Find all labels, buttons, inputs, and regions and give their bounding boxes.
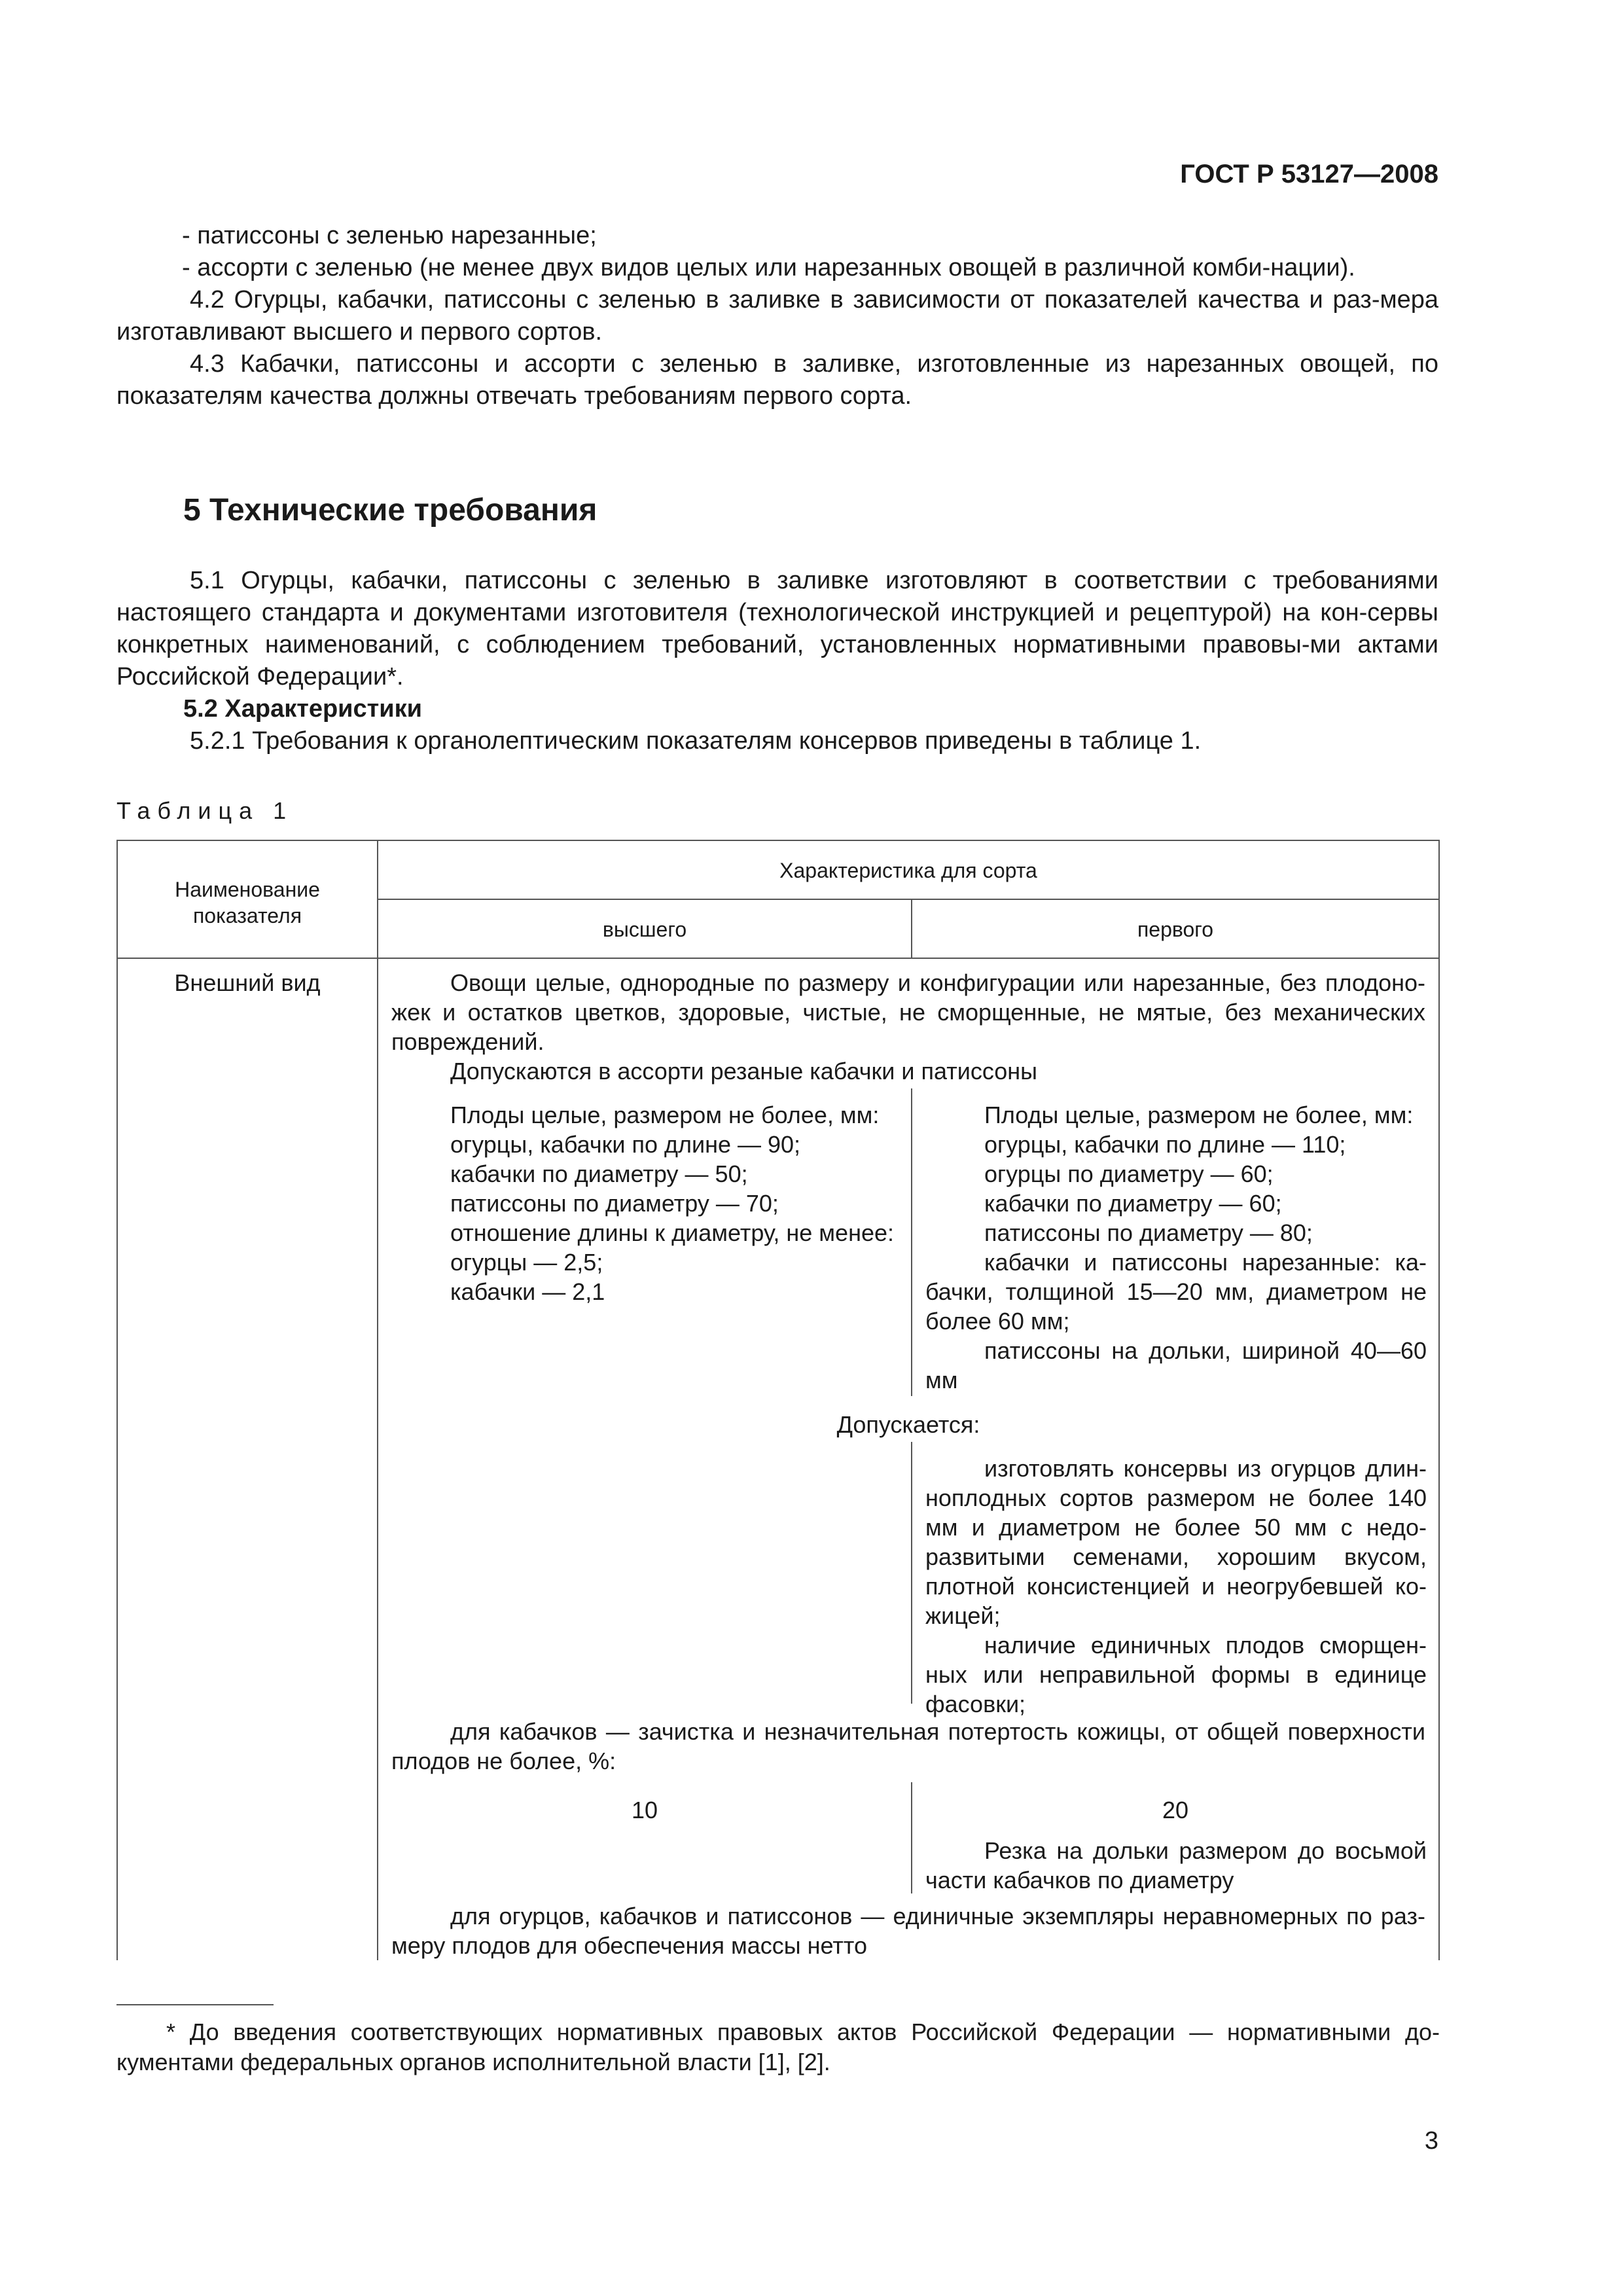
list-item: патиссоны по диаметру — 80; — [984, 1219, 1313, 1246]
list-item: огурцы — 2,5; — [450, 1249, 603, 1276]
list-item: Плоды целые, размером не более, мм: — [984, 1102, 1414, 1128]
row-label: Внешний вид — [174, 969, 321, 996]
paragraph-4-3: 4.3 Кабачки, патиссоны и ассорти с зеленью в заливке, изготовленные из нарезанных овощей, по показателям качества должны отвечать требованиям первого сорта. — [116, 350, 1438, 410]
header-high-grade: высшего — [602, 918, 687, 941]
list-item: изготовлять консервы из огурцов длин-ноплодных сортов размером не более 140 мм и диаметром не более 50 мм с недо-развитыми семенами, хорошим вкусом, плотной консистенцией и неогрубевшей ко-жицей; — [925, 1455, 1427, 1629]
list-item: отношение длины к диаметру, не менее: — [450, 1219, 894, 1246]
header-first-grade: первого — [1137, 918, 1214, 941]
paragraph-5-1: 5.1 Огурцы, кабачки, патиссоны с зеленью в заливке изготовляют в соответствии с требованиями настоящего стандарта и документами изготовителя (технологической инструкцией и рецептурой) на кон-сервы конкретных наименований, с соблюдением требований, установленных нормативными правовы-ми актами Российской Федерации*. — [116, 567, 1438, 691]
common-text: для огурцов, кабачков и патиссонов — единичные экземпляры неравномерных по раз-меру плодов для обеспечения массы нетто — [391, 1903, 1425, 1959]
header-indicator: Наименование показателя — [175, 878, 320, 927]
list-item: кабачки по диаметру — 60; — [984, 1190, 1282, 1217]
paragraph-4-2: 4.2 Огурцы, кабачки, патиссоны с зеленью в заливке в зависимости от показателей качества и раз-мера изготавливают высшего и первого сортов. — [116, 286, 1438, 346]
section-title: 5 Технические требования — [183, 493, 597, 528]
table-1 — [116, 840, 1440, 1960]
list-item: кабачки — 2,1 — [450, 1278, 605, 1305]
footnote-divider — [116, 2004, 274, 2005]
list-item: патиссоны на дольки, шириной 40—60 мм — [925, 1337, 1427, 1393]
page-number: 3 — [1424, 2127, 1438, 2155]
table-caption: Таблица 1 — [116, 797, 294, 824]
list-item: огурцы, кабачки по длине — 90; — [450, 1131, 801, 1158]
first-grade-allowances — [925, 1454, 1427, 1719]
list-item: Плоды целые, размером не более, мм: — [450, 1102, 880, 1128]
allowed-label: Допускается: — [836, 1411, 980, 1438]
high-grade-percent: 10 — [631, 1797, 658, 1823]
header-characteristic: Характеристика для сорта — [779, 859, 1037, 882]
high-grade-list — [450, 1100, 902, 1306]
paragraph-5-2-1: 5.2.1 Требования к органолептическим показателям консервов приведены в таблице 1. — [190, 727, 1202, 755]
common-text: Овощи целые, однородные по размеру и конфигурации или нарезанные, без плодоно-жек и остатков цветков, здоровые, чистые, не сморщенные, не мятые, без механических повреждений. — [391, 969, 1425, 1055]
list-item: огурцы по диаметру — 60; — [984, 1160, 1274, 1187]
document-code: ГОСТ Р 53127—2008 — [1180, 160, 1438, 188]
first-grade-list — [925, 1100, 1427, 1395]
list-item: огурцы, кабачки по длине — 110; — [984, 1131, 1346, 1158]
list-item: кабачки по диаметру — 50; — [450, 1160, 748, 1187]
list-item: - патиссоны с зеленью нарезанные; — [182, 222, 597, 249]
subsection-title: 5.2 Характеристики — [183, 695, 423, 723]
common-text: для кабачков — зачистка и незначительная потертость кожицы, от общей поверхности плодов не более, %: — [391, 1718, 1425, 1774]
list-item: наличие единичных плодов сморщен-ных или неправильной формы в единице фасовки; — [925, 1632, 1427, 1717]
list-item: патиссоны по диаметру — 70; — [450, 1190, 779, 1217]
section-body — [116, 565, 1438, 757]
intro-text — [116, 220, 1438, 412]
footnote: * До введения соответствующих нормативных правовых актов Российской Федерации — нормативными до-кументами федеральных органов исполнительной власти [1], [2]. — [116, 2018, 1440, 2075]
first-grade-cut: Резка на дольки размером до восьмой части кабачков по диаметру — [925, 1837, 1427, 1893]
common-text: Допускаются в ассорти резаные кабачки и патиссоны — [450, 1058, 1038, 1085]
list-item: - ассорти с зеленью (не менее двух видов целых или нарезанных овощей в различной комби-нации). — [182, 254, 1355, 281]
first-grade-percent: 20 — [1162, 1797, 1189, 1823]
list-item: кабачки и патиссоны нарезанные: ка-бачки, толщиной 15—20 мм, диаметром не более 60 мм; — [925, 1249, 1427, 1335]
